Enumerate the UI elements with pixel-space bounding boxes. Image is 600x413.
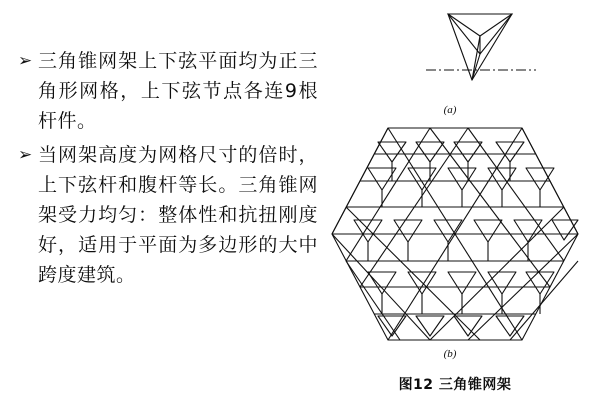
bullet-text: 当网架高度为网格尺寸的倍时，上下弦杆和腹杆等长。三角锥网架受力均匀：整体性和抗扭刚度好，适用于平面为多边形的大中跨度建筑。	[38, 144, 318, 286]
figure-b-hexagonal-space-frame	[320, 120, 590, 348]
figure-title: 图12 三角锥网架	[398, 377, 512, 393]
bullet-text: 三角锥网架上下弦平面均为正三角形网格，上下弦节点各连9根杆件。	[38, 50, 318, 132]
text-column	[18, 46, 318, 294]
figure-area	[320, 0, 600, 413]
figure-a-caption: (a)	[443, 104, 457, 116]
figure-a-triangular-pyramid-unit	[340, 6, 580, 106]
figure-b-caption: (b)	[443, 348, 457, 360]
bullet-arrow-icon: ➢	[18, 145, 33, 165]
bullet-arrow-icon: ➢	[18, 51, 33, 71]
list-item	[18, 46, 318, 136]
list-item	[18, 140, 318, 290]
